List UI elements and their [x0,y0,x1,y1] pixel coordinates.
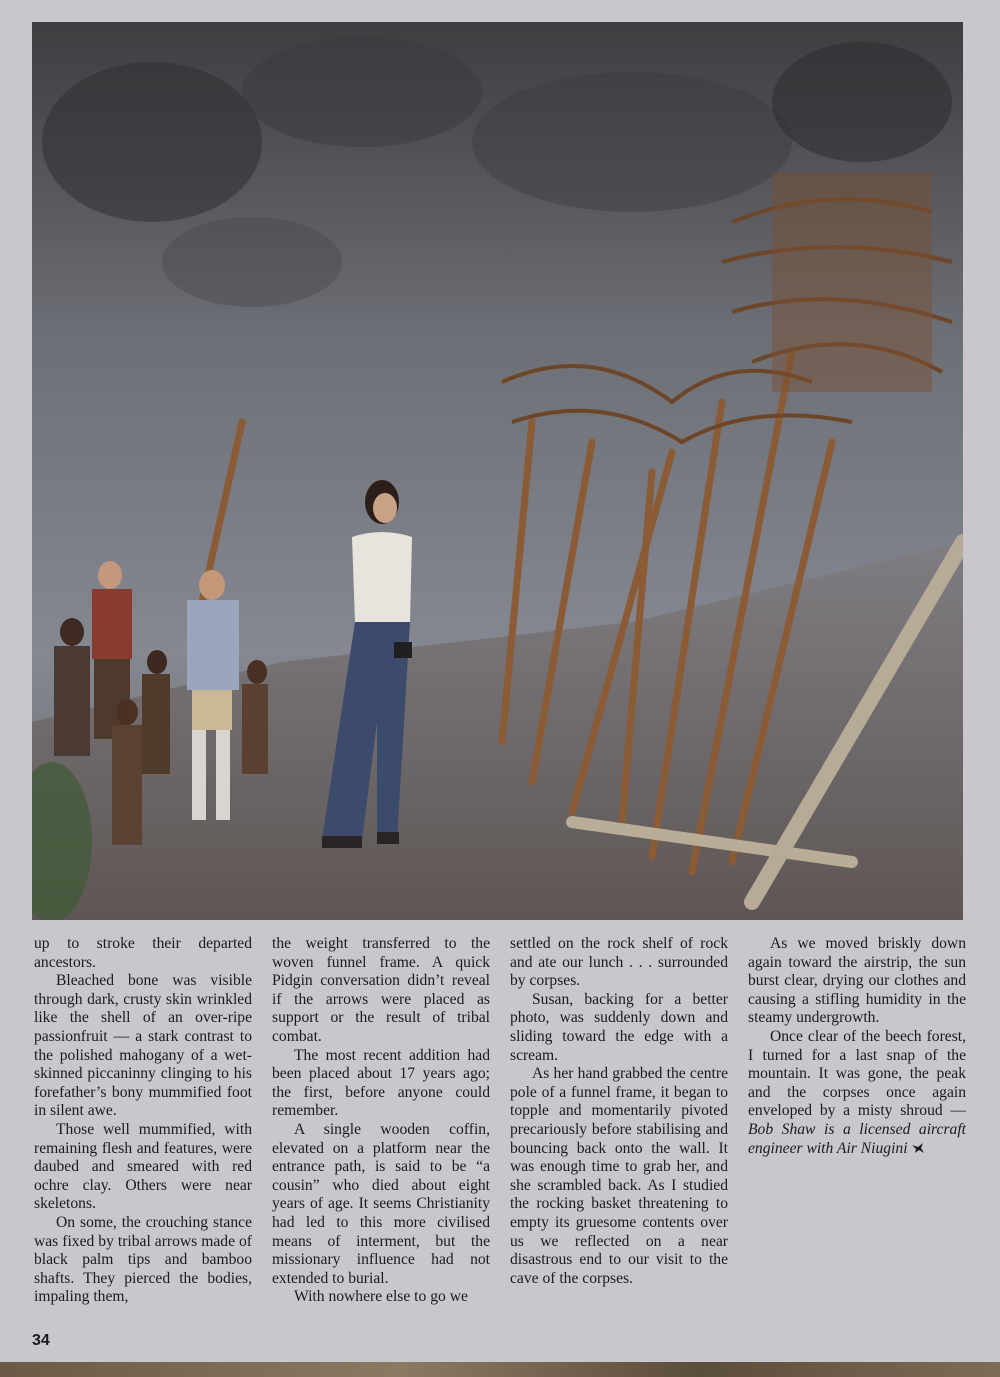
paragraph: Bleached bone was visible through dark, crusty skin wrinkled like the shell of an over-ripe passionfruit — a stark contrast to the polished mahogany of a wet-skinned piccaninny clinging to his forefather’s bony mummified foot in silent awe. [34,972,252,1120]
photo-illustration [32,22,963,920]
bird-of-paradise-icon [911,1142,925,1154]
cave-burial-photo [32,22,963,920]
paragraph: A single wooden coffin, elevated on a platform near the entrance path, is said to be “a cousin” who died about eight years of age. It seems Christianity had led to this more civilised means of interment, but the missionary influence had not extended to burial. [272,1120,490,1287]
paragraph: the weight transferred to the woven funnel frame. A quick Pidgin conversation didn’t reveal if the arrows were placed as support or the result of tribal combat. [272,935,490,1045]
author-credit: Bob Shaw is a licensed aircraft engineer with Air Niugini [748,1120,966,1157]
paragraph: On some, the crouching stance was fixed by tribal arrows made of black palm tips and bamboo shafts. They pierced the bodies, impaling them, [34,1213,252,1306]
page-number: 34 [32,1332,50,1349]
paragraph: up to stroke their departed ancestors. [34,935,252,971]
paragraph: The most recent addition had been placed about 17 years ago; the first, before anyone could remember. [272,1046,490,1120]
column-4 [748,935,966,1158]
paragraph: Those well mummified, with remaining flesh and features, were daubed and smeared with red ochre clay. Others were near skeletons. [34,1120,252,1213]
paragraph: settled on the rock shelf of rock and ate our lunch . . . surrounded by corpses. [510,935,728,990]
paragraph: As we moved briskly down again toward the airstrip, the sun burst clear, drying our clothes and causing a stifling humidity in the steamy undergrowth. [748,935,966,1027]
column-1 [34,935,252,1307]
paragraph-text: Once clear of the beech forest, I turned for a last snap of the mountain. It was gone, the peak and the corpses once again enveloped by a misty shroud — [748,1027,966,1120]
paragraph: As her hand grabbed the centre pole of a funnel frame, it began to topple and momentarily pivoted precariously before stabilising and bouncing back onto the wall. It was enough time to grab her, and she scrambled back. As I studied the rocking basket threatening to empty its gruesome contents over us we reflected on a near disastrous end to our visit to the cave of the corpses. [510,1065,728,1287]
paragraph: With nowhere else to go we [294,1288,468,1306]
column-3 [510,935,728,1288]
bottom-photo-strip [0,1362,1000,1377]
article-body [32,935,966,1315]
column-2 [272,935,490,1307]
paragraph: Susan, backing for a better photo, was suddenly down and sliding toward the edge with a scream. [510,990,728,1064]
paragraph [748,1028,966,1158]
